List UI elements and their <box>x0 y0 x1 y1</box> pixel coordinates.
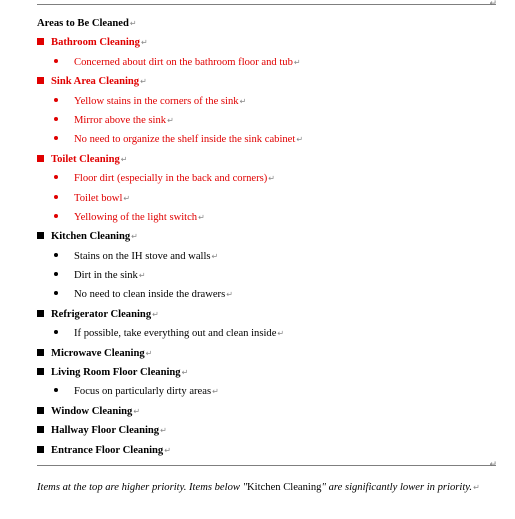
section-title: Sink Area Cleaning <box>51 76 140 88</box>
list-item-text: Toilet bowl <box>74 192 123 204</box>
section-heading <box>37 421 497 440</box>
footnote-text: Items at the top are higher priority. Items below " <box>37 482 248 493</box>
list-item <box>37 189 497 208</box>
section-title: Microwave Cleaning <box>51 347 145 359</box>
paragraph-mark-icon: ↵ <box>133 406 141 416</box>
list-item <box>37 92 497 111</box>
list-item <box>37 247 497 266</box>
section-title: Bathroom Cleaning <box>51 37 140 49</box>
list-item <box>37 285 497 304</box>
list-item-text: Mirror above the sink <box>74 114 167 126</box>
cleaning-list <box>37 14 497 460</box>
round-bullet-icon <box>54 330 58 334</box>
square-bullet-icon <box>37 446 44 453</box>
bottom-divider <box>37 465 496 466</box>
paragraph-mark-icon: ↵ <box>145 348 153 358</box>
paragraph-mark-icon: ↵ <box>226 290 233 300</box>
section-title: Refrigerator Cleaning <box>51 308 152 320</box>
paragraph-mark-icon: ↵ <box>160 426 167 436</box>
list-item-text: Yellow stains in the corners of the sink <box>74 95 239 107</box>
section-title: Hallway Floor Cleaning <box>51 425 160 437</box>
square-bullet-icon <box>37 232 44 239</box>
section-title: Entrance Floor Cleaning <box>51 444 164 456</box>
list-item <box>37 324 497 343</box>
round-bullet-icon <box>54 214 58 218</box>
list-item-text: Dirt in the sink <box>74 270 138 282</box>
square-bullet-icon <box>37 155 44 162</box>
footnote-highlight: Kitchen Cleaning <box>247 482 322 493</box>
paragraph-mark-icon: ↵ <box>489 0 497 9</box>
round-bullet-icon <box>54 136 58 140</box>
section-heading <box>37 150 497 169</box>
round-bullet-icon <box>54 175 58 179</box>
paragraph-mark-icon: ↵ <box>152 309 159 319</box>
paragraph-mark-icon: ↵ <box>181 368 189 378</box>
list-item-text: No need to clean inside the drawers <box>74 289 226 301</box>
paragraph-mark-icon: ↵ <box>293 57 301 67</box>
paragraph-mark-icon: ↵ <box>198 212 205 222</box>
section-heading <box>37 402 497 421</box>
paragraph-mark-icon: ↵ <box>277 329 285 339</box>
round-bullet-icon <box>54 253 58 257</box>
section-heading <box>37 441 497 460</box>
list-item-text: Focus on particularly dirty areas <box>74 386 212 398</box>
square-bullet-icon <box>37 38 44 45</box>
section-heading <box>37 33 497 52</box>
list-item-text: Yellowing of the light switch <box>74 211 198 223</box>
section-heading <box>37 363 497 382</box>
section-heading <box>37 227 497 246</box>
section-title: Toilet Cleaning <box>51 153 120 165</box>
section-title: Living Room Floor Cleaning <box>51 367 181 379</box>
square-bullet-icon <box>37 426 44 433</box>
list-item-text: No need to organize the shelf inside the sink cabinet <box>74 134 296 146</box>
section-heading <box>37 344 497 363</box>
list-item <box>37 169 497 188</box>
paragraph-mark-icon: ↵ <box>140 38 148 48</box>
list-item <box>37 111 497 130</box>
paragraph-mark-icon: ↵ <box>167 115 174 125</box>
section-heading <box>37 72 497 91</box>
paragraph-mark-icon: ↵ <box>268 174 275 184</box>
paragraph-mark-icon: ↵ <box>473 483 480 492</box>
paragraph-mark-icon: ↵ <box>123 193 131 203</box>
round-bullet-icon <box>54 272 58 276</box>
square-bullet-icon <box>37 368 44 375</box>
list-item-text: If possible, take everything out and clean inside <box>74 328 277 340</box>
round-bullet-icon <box>54 98 58 102</box>
paragraph-mark-icon: ↵ <box>140 77 147 87</box>
round-bullet-icon <box>54 388 58 392</box>
list-item <box>37 382 497 401</box>
round-bullet-icon <box>54 195 58 199</box>
round-bullet-icon <box>54 291 58 295</box>
round-bullet-icon <box>54 117 58 121</box>
paragraph-mark-icon: ↵ <box>211 251 219 261</box>
list-item-text: Stains on the IH stove and walls <box>74 250 211 262</box>
list-item <box>37 53 497 72</box>
paragraph-mark-icon: ↵ <box>120 154 128 164</box>
section-title: Window Cleaning <box>51 405 133 417</box>
list-item <box>37 130 497 149</box>
square-bullet-icon <box>37 407 44 414</box>
list-item <box>37 266 497 285</box>
footnote-text-end: " are significantly lower in priority. <box>321 482 473 493</box>
paragraph-mark-icon: ↵ <box>131 232 138 242</box>
paragraph-mark-icon: ↵ <box>296 135 304 145</box>
list-item-text: Floor dirt (especially in the back and corners) <box>74 173 268 185</box>
list-item-text: Concerned about dirt on the bathroom floor and tub <box>74 56 293 68</box>
square-bullet-icon <box>37 310 44 317</box>
section-heading <box>37 305 497 324</box>
paragraph-mark-icon: ↵ <box>239 96 247 106</box>
list-item <box>37 208 497 227</box>
section-title: Kitchen Cleaning <box>51 231 131 243</box>
paragraph-mark-icon: ↵ <box>212 387 219 397</box>
round-bullet-icon <box>54 59 58 63</box>
priority-footnote <box>37 478 497 497</box>
paragraph-mark-icon: ↵ <box>138 271 146 281</box>
document-heading: Areas to Be Cleaned↵ <box>37 18 137 29</box>
square-bullet-icon <box>37 77 44 84</box>
paragraph-mark-icon: ↵ <box>164 445 171 455</box>
square-bullet-icon <box>37 349 44 356</box>
top-divider <box>37 4 496 5</box>
paragraph-mark-icon: ↵ <box>129 19 137 28</box>
paragraph-mark-icon: ↵ <box>489 460 497 470</box>
